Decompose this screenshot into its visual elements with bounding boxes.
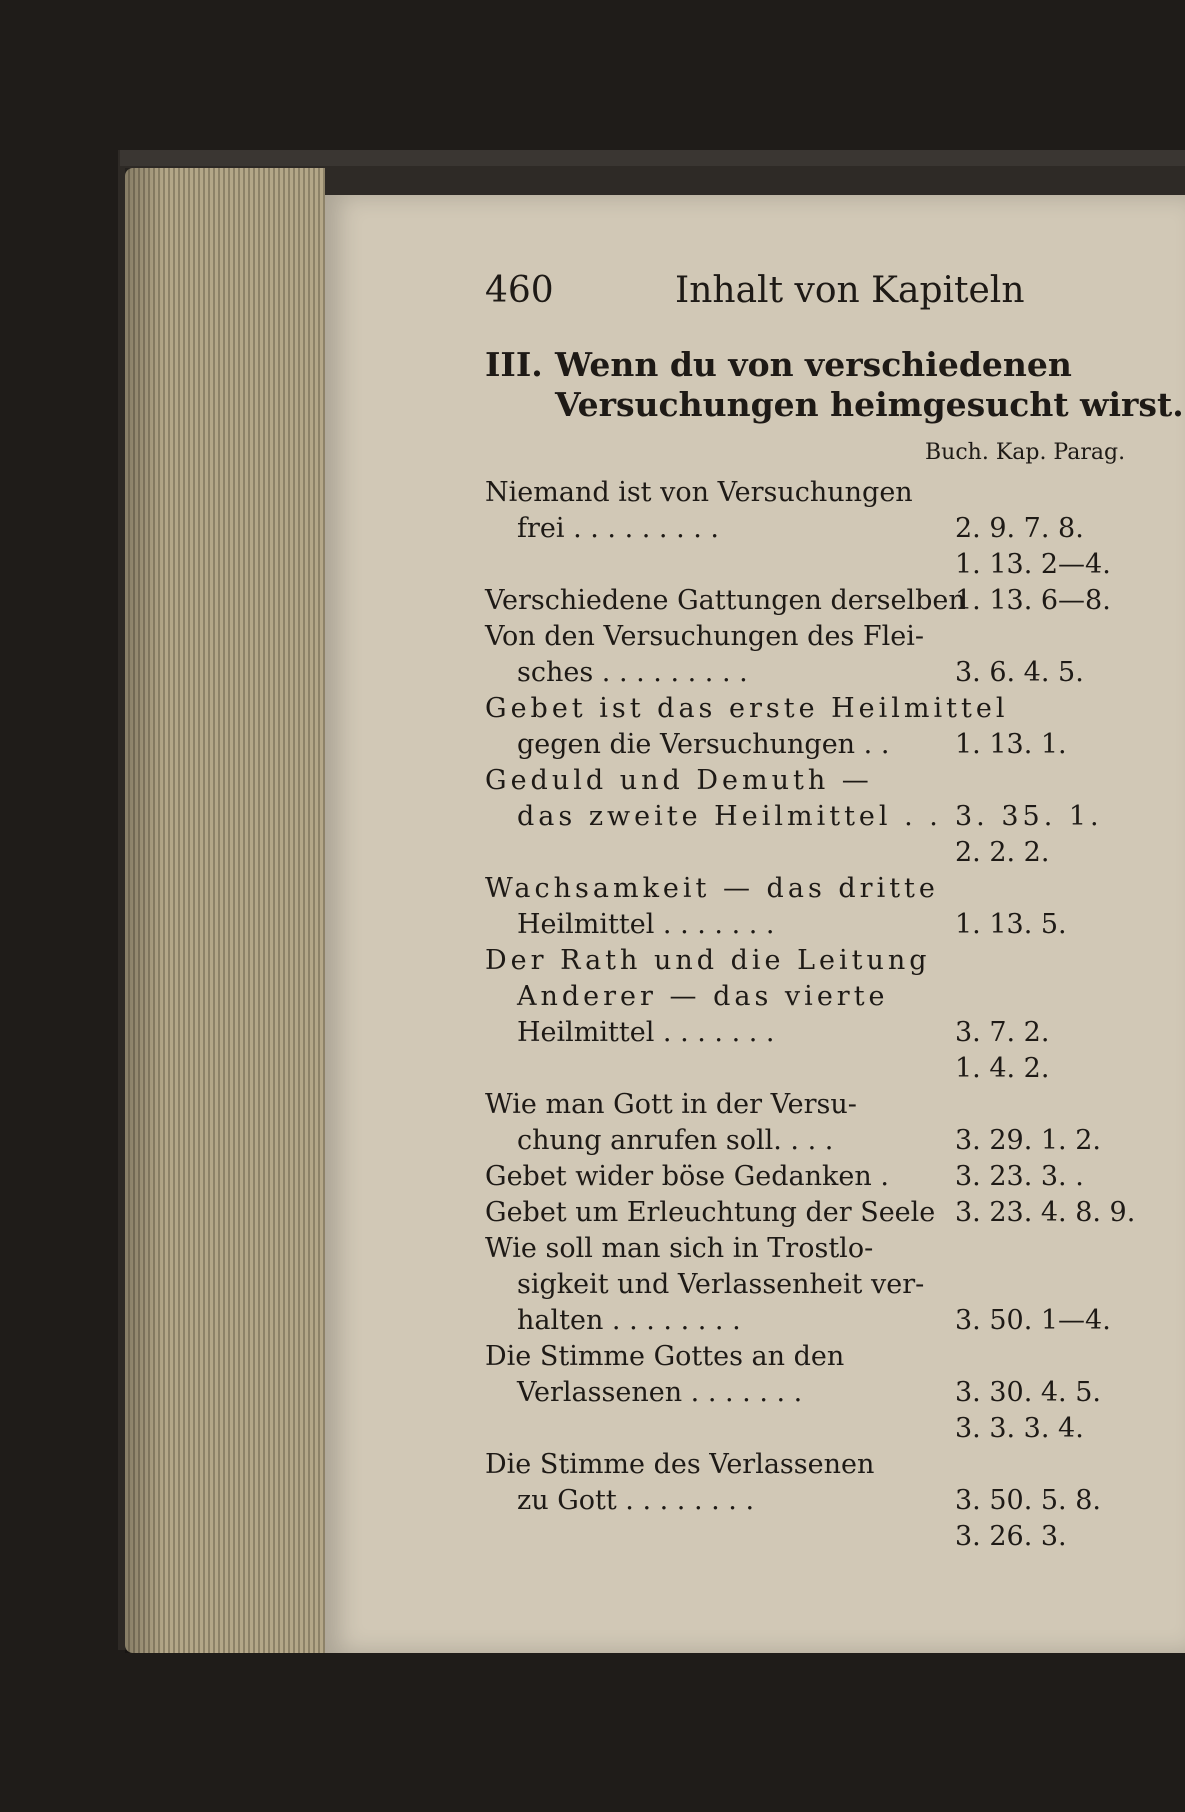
entry-text: Wie soll man sich in Trostlo-	[485, 1233, 874, 1264]
entry-text: Verlassenen . . . . . . .	[517, 1377, 803, 1408]
entry-line	[485, 1015, 1185, 1051]
entry-text: Wachsamkeit — das dritte	[485, 873, 939, 904]
index-entries	[485, 475, 1185, 1555]
entry-text: sches . . . . . . . . .	[517, 657, 748, 688]
entry-text: Von den Versuchungen des Flei-	[485, 621, 924, 652]
entry-reference: 3. 30. 4. 5.	[955, 1377, 1101, 1408]
index-entry	[485, 583, 1185, 619]
entry-line	[485, 907, 1185, 943]
entry-line	[485, 835, 1185, 871]
index-entry	[485, 763, 1185, 871]
index-entry	[485, 1087, 1185, 1159]
entry-line	[485, 727, 1185, 763]
entry-text: Niemand ist von Versuchungen	[485, 477, 913, 508]
page-edges	[125, 168, 325, 1653]
entry-reference: 1. 13. 5.	[955, 909, 1067, 940]
index-entry	[485, 1159, 1185, 1195]
entry-text: Anderer — das vierte	[517, 981, 889, 1012]
running-title: Inhalt von Kapiteln	[675, 270, 1025, 311]
entry-reference: 3. 7. 2.	[955, 1017, 1050, 1048]
entry-reference: 2. 2. 2.	[955, 837, 1050, 868]
column-headers: Buch. Kap. Parag.	[925, 440, 1126, 465]
entry-line	[485, 655, 1185, 691]
entry-text: chung anrufen soll. . . .	[517, 1125, 834, 1156]
entry-line	[485, 691, 1185, 727]
entry-line	[485, 1195, 1185, 1231]
index-entry	[485, 1195, 1185, 1231]
entry-line	[485, 1051, 1185, 1087]
entry-line	[485, 1411, 1185, 1447]
entry-text: Gebet ist das erste Heilmittel	[485, 693, 1009, 724]
entry-line	[485, 475, 1185, 511]
entry-reference: 3. 23. 4. 8. 9.	[955, 1197, 1136, 1228]
entry-line	[485, 1447, 1185, 1483]
entry-text: Heilmittel . . . . . . .	[517, 1017, 775, 1048]
entry-line	[485, 1231, 1185, 1267]
entry-reference: 3. 50. 5. 8.	[955, 1485, 1101, 1516]
entry-text: Heilmittel . . . . . . .	[517, 909, 775, 940]
entry-line	[485, 1123, 1185, 1159]
entry-line	[485, 1339, 1185, 1375]
entry-reference: 3. 3. 3. 4.	[955, 1413, 1084, 1444]
page-number: 460	[485, 270, 554, 311]
running-head	[485, 270, 1145, 320]
entry-line	[485, 1159, 1185, 1195]
entry-text: Verschiedene Gattungen derselben	[485, 585, 966, 616]
index-entry	[485, 1447, 1185, 1555]
index-entry	[485, 1339, 1185, 1447]
entry-line	[485, 1087, 1185, 1123]
section-number: III.	[485, 345, 543, 384]
index-entry	[485, 1231, 1185, 1339]
entry-line	[485, 1267, 1185, 1303]
entry-text: Wie man Gott in der Versu-	[485, 1089, 857, 1120]
entry-reference: 3. 29. 1. 2.	[955, 1125, 1101, 1156]
entry-line	[485, 1375, 1185, 1411]
entry-line	[485, 511, 1185, 547]
entry-text: das zweite Heilmittel . .	[517, 801, 942, 832]
entry-reference: 3. 23. 3. .	[955, 1161, 1084, 1192]
entry-reference: 1. 13. 1.	[955, 729, 1067, 760]
entry-text: halten . . . . . . . .	[517, 1305, 741, 1336]
entry-text: Gebet um Erleuchtung der Seele	[485, 1197, 936, 1228]
entry-reference: 1. 13. 2—4.	[955, 549, 1111, 580]
entry-text: Die Stimme des Verlassenen	[485, 1449, 875, 1480]
index-entry	[485, 871, 1185, 943]
entry-reference: 3. 50. 1—4.	[955, 1305, 1111, 1336]
index-entry	[485, 475, 1185, 583]
book-cover-edge	[120, 150, 1185, 166]
entry-reference: 3. 35. 1.	[955, 801, 1103, 832]
index-entry	[485, 943, 1185, 1087]
entry-text: gegen die Versuchungen . .	[517, 729, 890, 760]
entry-reference: 1. 4. 2.	[955, 1053, 1050, 1084]
entry-line	[485, 763, 1185, 799]
section-title: Wenn du von verschiedenen Versuchungen heimgesucht wirst.	[555, 345, 1184, 424]
entry-reference: 1. 13. 6—8.	[955, 585, 1111, 616]
book-page	[325, 195, 1185, 1653]
index-entry	[485, 691, 1185, 763]
entry-reference: 2. 9. 7. 8.	[955, 513, 1084, 544]
entry-line	[485, 619, 1185, 655]
entry-line	[485, 943, 1185, 979]
entry-line	[485, 547, 1185, 583]
entry-text: Gebet wider böse Gedanken .	[485, 1161, 889, 1192]
entry-reference: 3. 26. 3.	[955, 1521, 1067, 1552]
entry-text: Die Stimme Gottes an den	[485, 1341, 845, 1372]
entry-line	[485, 871, 1185, 907]
entry-line	[485, 1519, 1185, 1555]
entry-text: zu Gott . . . . . . . .	[517, 1485, 755, 1516]
entry-line	[485, 1303, 1185, 1339]
entry-reference: 3. 6. 4. 5.	[955, 657, 1084, 688]
entry-text: Geduld und Demuth —	[485, 765, 873, 796]
entry-line	[485, 979, 1185, 1015]
entry-text: Der Rath und die Leitung	[485, 945, 931, 976]
index-entry	[485, 619, 1185, 691]
entry-line	[485, 799, 1185, 835]
entry-line	[485, 1483, 1185, 1519]
entry-text: frei . . . . . . . . .	[517, 513, 719, 544]
entry-line	[485, 583, 1185, 619]
entry-text: sigkeit und Verlassenheit ver-	[517, 1269, 925, 1300]
